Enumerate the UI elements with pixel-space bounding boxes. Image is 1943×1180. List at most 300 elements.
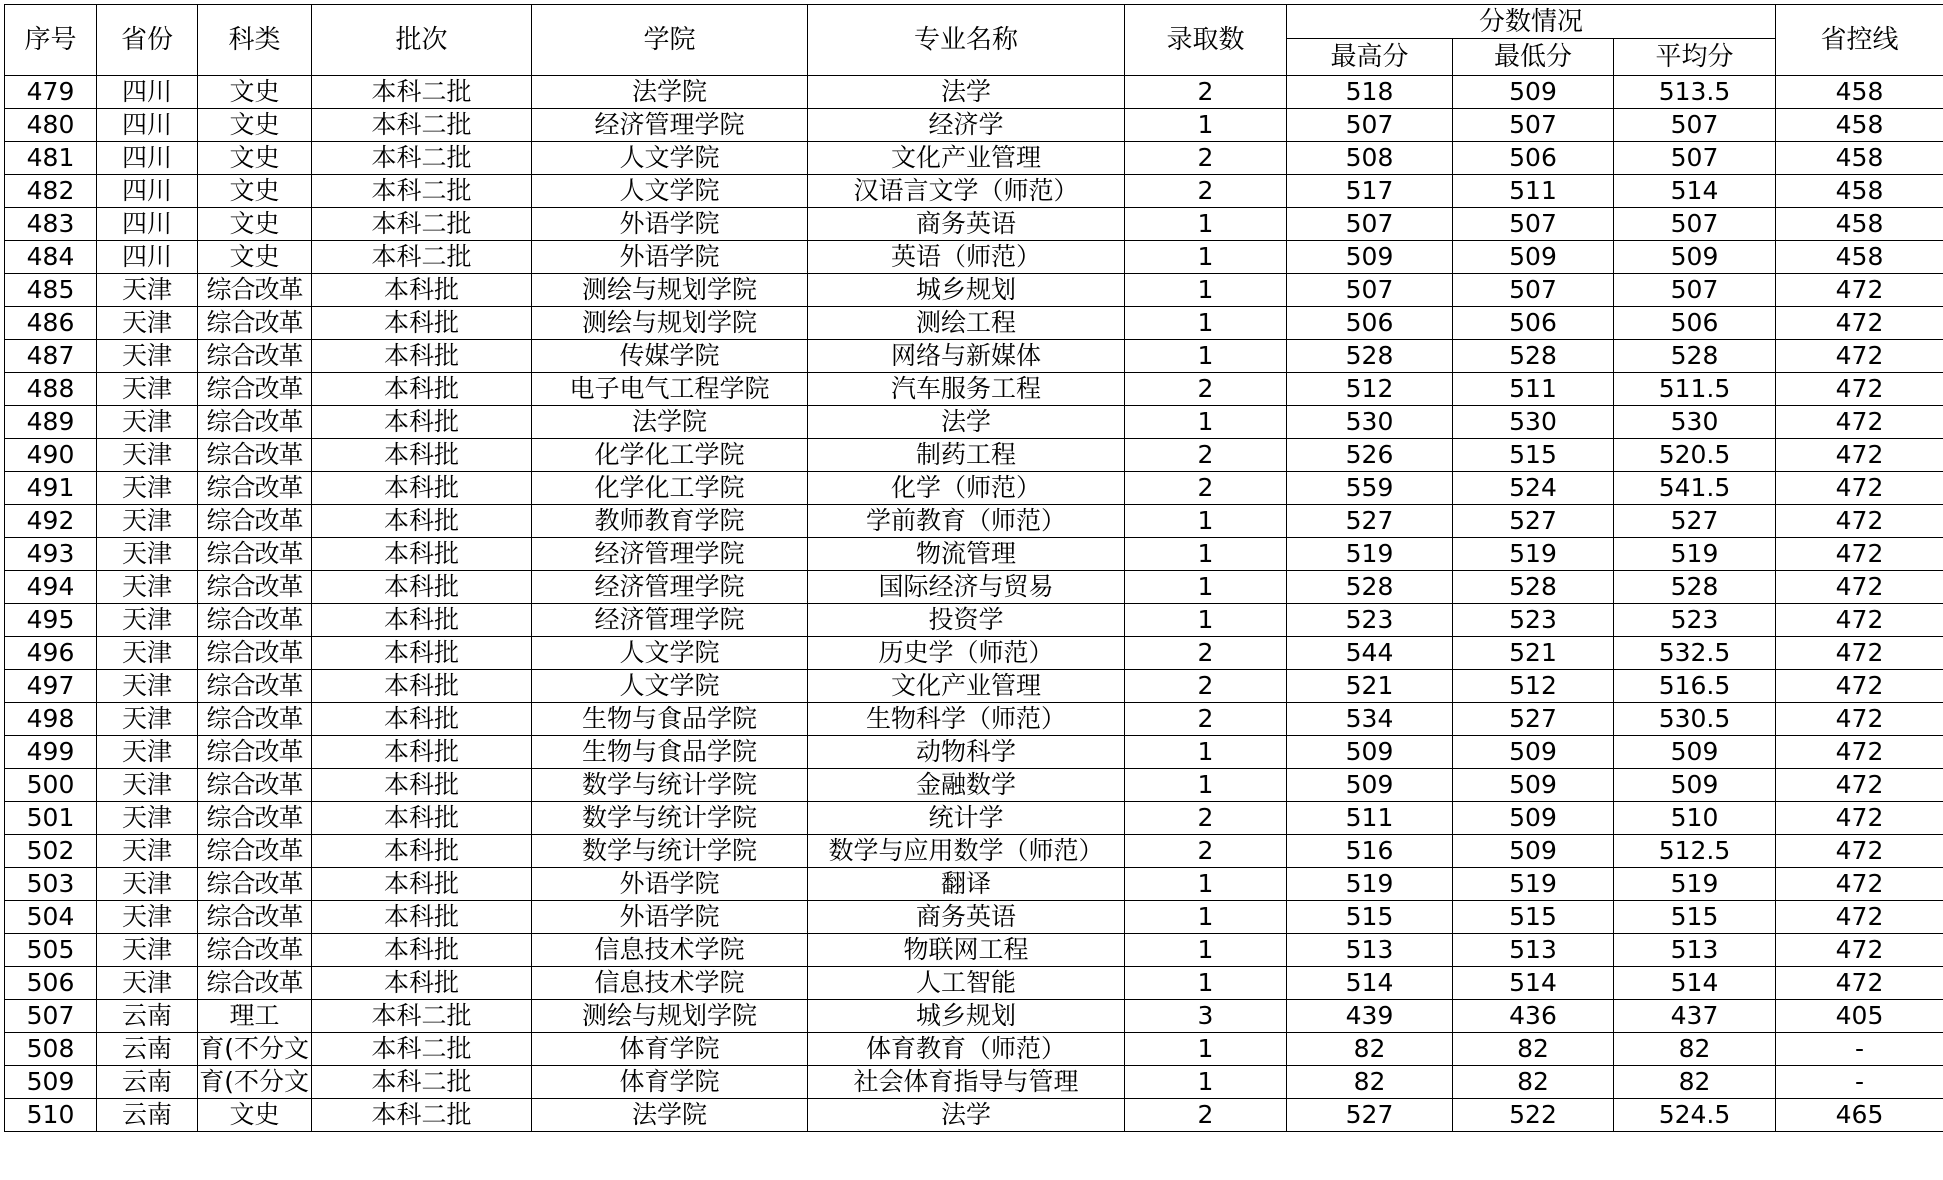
cell-province: 天津: [97, 340, 198, 373]
table-row: [5, 934, 1943, 967]
cell-seq: 502: [5, 835, 97, 868]
cell-control-line: 472: [1776, 769, 1943, 802]
cell-college: 化学化工学院: [532, 472, 808, 505]
cell-control-line: 472: [1776, 868, 1943, 901]
table-row: [5, 142, 1943, 175]
cell-province: 天津: [97, 769, 198, 802]
table-row: [5, 373, 1943, 406]
cell-batch: 本科二批: [312, 175, 532, 208]
cell-admitted: 1: [1125, 340, 1287, 373]
cell-admitted: 2: [1125, 373, 1287, 406]
cell-min-score: 82: [1453, 1066, 1614, 1099]
cell-control-line: 472: [1776, 604, 1943, 637]
cell-control-line: 472: [1776, 967, 1943, 1000]
cell-province: 天津: [97, 637, 198, 670]
cell-category: 综合改革: [198, 835, 312, 868]
cell-province: 天津: [97, 670, 198, 703]
cell-major: 汉语言文学（师范）: [808, 175, 1125, 208]
cell-province: 天津: [97, 472, 198, 505]
cell-control-line: 472: [1776, 505, 1943, 538]
cell-seq: 480: [5, 109, 97, 142]
cell-seq: 506: [5, 967, 97, 1000]
cell-major: 生物科学（师范）: [808, 703, 1125, 736]
table-row: [5, 901, 1943, 934]
cell-category: 综合改革: [198, 670, 312, 703]
cell-category: 文史: [198, 1099, 312, 1132]
cell-college: 传媒学院: [532, 340, 808, 373]
cell-admitted: 2: [1125, 1099, 1287, 1132]
cell-major: 法学: [808, 76, 1125, 109]
cell-max-score: 519: [1287, 868, 1453, 901]
cell-college: 生物与食品学院: [532, 703, 808, 736]
cell-category: 综合改革: [198, 274, 312, 307]
cell-province: 天津: [97, 571, 198, 604]
admissions-sheet: [4, 4, 1943, 1132]
cell-batch: 本科批: [312, 736, 532, 769]
cell-control-line: 458: [1776, 109, 1943, 142]
table-row: [5, 175, 1943, 208]
cell-control-line: 472: [1776, 901, 1943, 934]
header-avg-score: 平均分: [1614, 39, 1776, 76]
cell-college: 测绘与规划学院: [532, 307, 808, 340]
cell-major: 翻译: [808, 868, 1125, 901]
cell-college: 经济管理学院: [532, 571, 808, 604]
cell-province: 云南: [97, 1000, 198, 1033]
cell-admitted: 1: [1125, 604, 1287, 637]
table-row: [5, 274, 1943, 307]
cell-college: 经济管理学院: [532, 109, 808, 142]
cell-control-line: 472: [1776, 538, 1943, 571]
cell-major: 文化产业管理: [808, 142, 1125, 175]
cell-major: 投资学: [808, 604, 1125, 637]
cell-category: 文史: [198, 109, 312, 142]
cell-batch: 本科批: [312, 472, 532, 505]
cell-min-score: 436: [1453, 1000, 1614, 1033]
cell-max-score: 514: [1287, 967, 1453, 1000]
cell-category: 综合改革: [198, 934, 312, 967]
cell-batch: 本科批: [312, 835, 532, 868]
cell-province: 天津: [97, 307, 198, 340]
cell-major: 学前教育（师范）: [808, 505, 1125, 538]
cell-seq: 488: [5, 373, 97, 406]
cell-avg-score: 541.5: [1614, 472, 1776, 505]
cell-seq: 496: [5, 637, 97, 670]
cell-min-score: 527: [1453, 703, 1614, 736]
cell-control-line: 472: [1776, 439, 1943, 472]
cell-college: 信息技术学院: [532, 967, 808, 1000]
cell-avg-score: 527: [1614, 505, 1776, 538]
cell-control-line: 458: [1776, 208, 1943, 241]
cell-avg-score: 512.5: [1614, 835, 1776, 868]
cell-min-score: 509: [1453, 241, 1614, 274]
cell-admitted: 2: [1125, 76, 1287, 109]
cell-province: 天津: [97, 505, 198, 538]
cell-avg-score: 530: [1614, 406, 1776, 439]
table-row: [5, 1000, 1943, 1033]
cell-batch: 本科批: [312, 901, 532, 934]
cell-province: 四川: [97, 109, 198, 142]
cell-admitted: 1: [1125, 1033, 1287, 1066]
cell-avg-score: 510: [1614, 802, 1776, 835]
cell-category: 文史: [198, 241, 312, 274]
cell-province: 天津: [97, 901, 198, 934]
cell-batch: 本科二批: [312, 1099, 532, 1132]
cell-batch: 本科批: [312, 373, 532, 406]
cell-category: 综合改革: [198, 307, 312, 340]
cell-category: 综合改革: [198, 868, 312, 901]
cell-major: 经济学: [808, 109, 1125, 142]
cell-avg-score: 528: [1614, 340, 1776, 373]
cell-max-score: 518: [1287, 76, 1453, 109]
cell-major: 数学与应用数学（师范）: [808, 835, 1125, 868]
cell-category: 文史: [198, 76, 312, 109]
cell-batch: 本科批: [312, 769, 532, 802]
cell-control-line: 472: [1776, 703, 1943, 736]
cell-college: 体育学院: [532, 1033, 808, 1066]
cell-admitted: 2: [1125, 802, 1287, 835]
cell-category: 综合改革: [198, 901, 312, 934]
cell-batch: 本科批: [312, 340, 532, 373]
cell-batch: 本科批: [312, 307, 532, 340]
table-row: [5, 208, 1943, 241]
cell-min-score: 527: [1453, 505, 1614, 538]
cell-max-score: 506: [1287, 307, 1453, 340]
cell-seq: 479: [5, 76, 97, 109]
cell-max-score: 507: [1287, 274, 1453, 307]
cell-category: 综合改革: [198, 406, 312, 439]
cell-major: 人工智能: [808, 967, 1125, 1000]
cell-category: 综合改革: [198, 340, 312, 373]
table-body: [5, 76, 1943, 1132]
cell-avg-score: 530.5: [1614, 703, 1776, 736]
cell-major: 城乡规划: [808, 274, 1125, 307]
cell-college: 经济管理学院: [532, 604, 808, 637]
cell-category: 育(不分文: [198, 1033, 312, 1066]
cell-avg-score: 514: [1614, 175, 1776, 208]
cell-batch: 本科二批: [312, 1000, 532, 1033]
cell-min-score: 515: [1453, 439, 1614, 472]
cell-province: 天津: [97, 538, 198, 571]
cell-min-score: 512: [1453, 670, 1614, 703]
cell-control-line: -: [1776, 1033, 1943, 1066]
cell-min-score: 509: [1453, 736, 1614, 769]
cell-avg-score: 507: [1614, 142, 1776, 175]
cell-min-score: 507: [1453, 274, 1614, 307]
cell-max-score: 513: [1287, 934, 1453, 967]
cell-college: 法学院: [532, 1099, 808, 1132]
cell-avg-score: 523: [1614, 604, 1776, 637]
cell-avg-score: 513: [1614, 934, 1776, 967]
cell-min-score: 511: [1453, 373, 1614, 406]
cell-avg-score: 519: [1614, 868, 1776, 901]
table-row: [5, 406, 1943, 439]
cell-category: 综合改革: [198, 637, 312, 670]
cell-seq: 508: [5, 1033, 97, 1066]
cell-min-score: 522: [1453, 1099, 1614, 1132]
cell-control-line: 465: [1776, 1099, 1943, 1132]
cell-college: 经济管理学院: [532, 538, 808, 571]
table-header: [5, 5, 1943, 76]
cell-batch: 本科批: [312, 802, 532, 835]
cell-province: 四川: [97, 208, 198, 241]
table-row: [5, 769, 1943, 802]
cell-college: 数学与统计学院: [532, 769, 808, 802]
cell-min-score: 528: [1453, 571, 1614, 604]
cell-seq: 482: [5, 175, 97, 208]
cell-batch: 本科批: [312, 670, 532, 703]
header-max-score: 最高分: [1287, 39, 1453, 76]
cell-province: 天津: [97, 703, 198, 736]
cell-major: 文化产业管理: [808, 670, 1125, 703]
cell-avg-score: 513.5: [1614, 76, 1776, 109]
header-category: 科类: [198, 5, 312, 76]
cell-admitted: 2: [1125, 472, 1287, 505]
cell-avg-score: 506: [1614, 307, 1776, 340]
cell-province: 天津: [97, 802, 198, 835]
cell-batch: 本科二批: [312, 1033, 532, 1066]
cell-min-score: 509: [1453, 769, 1614, 802]
cell-seq: 504: [5, 901, 97, 934]
table-row: [5, 670, 1943, 703]
cell-min-score: 524: [1453, 472, 1614, 505]
cell-category: 综合改革: [198, 604, 312, 637]
cell-batch: 本科二批: [312, 109, 532, 142]
cell-seq: 499: [5, 736, 97, 769]
cell-major: 商务英语: [808, 901, 1125, 934]
table-row: [5, 637, 1943, 670]
cell-max-score: 523: [1287, 604, 1453, 637]
cell-province: 天津: [97, 406, 198, 439]
cell-major: 商务英语: [808, 208, 1125, 241]
cell-admitted: 1: [1125, 307, 1287, 340]
table-row: [5, 241, 1943, 274]
cell-major: 国际经济与贸易: [808, 571, 1125, 604]
cell-category: 综合改革: [198, 571, 312, 604]
cell-control-line: 472: [1776, 472, 1943, 505]
cell-college: 外语学院: [532, 868, 808, 901]
cell-seq: 492: [5, 505, 97, 538]
cell-admitted: 1: [1125, 967, 1287, 1000]
cell-min-score: 509: [1453, 835, 1614, 868]
cell-admitted: 1: [1125, 736, 1287, 769]
cell-control-line: 472: [1776, 274, 1943, 307]
cell-major: 金融数学: [808, 769, 1125, 802]
cell-min-score: 511: [1453, 175, 1614, 208]
cell-major: 英语（师范）: [808, 241, 1125, 274]
cell-college: 测绘与规划学院: [532, 1000, 808, 1033]
cell-admitted: 2: [1125, 670, 1287, 703]
cell-max-score: 527: [1287, 505, 1453, 538]
cell-seq: 489: [5, 406, 97, 439]
cell-control-line: 472: [1776, 340, 1943, 373]
cell-batch: 本科批: [312, 703, 532, 736]
cell-admitted: 1: [1125, 901, 1287, 934]
cell-college: 法学院: [532, 76, 808, 109]
cell-batch: 本科批: [312, 967, 532, 1000]
header-min-score: 最低分: [1453, 39, 1614, 76]
cell-min-score: 513: [1453, 934, 1614, 967]
cell-admitted: 1: [1125, 538, 1287, 571]
table-row: [5, 835, 1943, 868]
header-score-group: 分数情况: [1287, 5, 1776, 39]
cell-control-line: 472: [1776, 307, 1943, 340]
cell-control-line: 472: [1776, 571, 1943, 604]
cell-category: 综合改革: [198, 736, 312, 769]
cell-avg-score: 507: [1614, 109, 1776, 142]
cell-min-score: 82: [1453, 1033, 1614, 1066]
cell-major: 法学: [808, 1099, 1125, 1132]
cell-max-score: 515: [1287, 901, 1453, 934]
cell-category: 综合改革: [198, 538, 312, 571]
cell-avg-score: 519: [1614, 538, 1776, 571]
cell-batch: 本科批: [312, 934, 532, 967]
cell-max-score: 512: [1287, 373, 1453, 406]
cell-avg-score: 516.5: [1614, 670, 1776, 703]
cell-college: 生物与食品学院: [532, 736, 808, 769]
cell-seq: 485: [5, 274, 97, 307]
cell-college: 人文学院: [532, 637, 808, 670]
cell-admitted: 1: [1125, 769, 1287, 802]
cell-seq: 505: [5, 934, 97, 967]
cell-seq: 491: [5, 472, 97, 505]
cell-batch: 本科批: [312, 505, 532, 538]
cell-college: 人文学院: [532, 670, 808, 703]
cell-category: 综合改革: [198, 769, 312, 802]
cell-admitted: 1: [1125, 241, 1287, 274]
cell-college: 外语学院: [532, 208, 808, 241]
cell-control-line: 472: [1776, 802, 1943, 835]
cell-min-score: 530: [1453, 406, 1614, 439]
table-row: [5, 76, 1943, 109]
cell-max-score: 519: [1287, 538, 1453, 571]
cell-province: 天津: [97, 934, 198, 967]
cell-avg-score: 520.5: [1614, 439, 1776, 472]
cell-category: 综合改革: [198, 505, 312, 538]
cell-min-score: 528: [1453, 340, 1614, 373]
cell-min-score: 507: [1453, 109, 1614, 142]
cell-major: 法学: [808, 406, 1125, 439]
cell-major: 动物科学: [808, 736, 1125, 769]
table-row: [5, 703, 1943, 736]
cell-province: 四川: [97, 142, 198, 175]
cell-seq: 509: [5, 1066, 97, 1099]
cell-seq: 503: [5, 868, 97, 901]
table-row: [5, 604, 1943, 637]
cell-admitted: 1: [1125, 274, 1287, 307]
cell-category: 文史: [198, 175, 312, 208]
cell-category: 综合改革: [198, 802, 312, 835]
cell-max-score: 82: [1287, 1033, 1453, 1066]
cell-province: 天津: [97, 736, 198, 769]
cell-category: 综合改革: [198, 472, 312, 505]
cell-seq: 507: [5, 1000, 97, 1033]
cell-max-score: 530: [1287, 406, 1453, 439]
table-row: [5, 505, 1943, 538]
cell-control-line: -: [1776, 1066, 1943, 1099]
cell-batch: 本科批: [312, 637, 532, 670]
cell-control-line: 458: [1776, 241, 1943, 274]
cell-seq: 484: [5, 241, 97, 274]
cell-college: 电子电气工程学院: [532, 373, 808, 406]
table-row: [5, 802, 1943, 835]
cell-seq: 510: [5, 1099, 97, 1132]
cell-control-line: 472: [1776, 934, 1943, 967]
cell-min-score: 521: [1453, 637, 1614, 670]
cell-province: 天津: [97, 835, 198, 868]
cell-control-line: 458: [1776, 76, 1943, 109]
header-control-line: 省控线: [1776, 5, 1943, 76]
cell-college: 法学院: [532, 406, 808, 439]
table-row: [5, 1033, 1943, 1066]
cell-college: 信息技术学院: [532, 934, 808, 967]
cell-admitted: 1: [1125, 505, 1287, 538]
cell-college: 人文学院: [532, 175, 808, 208]
cell-admitted: 2: [1125, 703, 1287, 736]
cell-max-score: 527: [1287, 1099, 1453, 1132]
cell-admitted: 2: [1125, 142, 1287, 175]
cell-college: 化学化工学院: [532, 439, 808, 472]
cell-admitted: 2: [1125, 175, 1287, 208]
cell-batch: 本科批: [312, 406, 532, 439]
cell-category: 文史: [198, 142, 312, 175]
table-row: [5, 307, 1943, 340]
cell-max-score: 507: [1287, 208, 1453, 241]
table-row: [5, 340, 1943, 373]
cell-seq: 497: [5, 670, 97, 703]
cell-max-score: 517: [1287, 175, 1453, 208]
cell-max-score: 521: [1287, 670, 1453, 703]
cell-avg-score: 514: [1614, 967, 1776, 1000]
cell-category: 综合改革: [198, 703, 312, 736]
cell-max-score: 82: [1287, 1066, 1453, 1099]
cell-max-score: 509: [1287, 769, 1453, 802]
cell-admitted: 2: [1125, 835, 1287, 868]
cell-avg-score: 82: [1614, 1066, 1776, 1099]
cell-province: 天津: [97, 604, 198, 637]
admissions-table: [4, 4, 1943, 1132]
cell-batch: 本科二批: [312, 241, 532, 274]
cell-max-score: 516: [1287, 835, 1453, 868]
cell-min-score: 509: [1453, 802, 1614, 835]
cell-province: 天津: [97, 868, 198, 901]
cell-province: 天津: [97, 274, 198, 307]
cell-seq: 498: [5, 703, 97, 736]
header-admitted: 录取数: [1125, 5, 1287, 76]
header-batch: 批次: [312, 5, 532, 76]
cell-batch: 本科二批: [312, 208, 532, 241]
cell-admitted: 1: [1125, 868, 1287, 901]
cell-seq: 486: [5, 307, 97, 340]
table-row: [5, 439, 1943, 472]
cell-admitted: 1: [1125, 571, 1287, 604]
cell-control-line: 472: [1776, 736, 1943, 769]
cell-college: 体育学院: [532, 1066, 808, 1099]
cell-max-score: 511: [1287, 802, 1453, 835]
cell-max-score: 528: [1287, 571, 1453, 604]
table-row: [5, 538, 1943, 571]
cell-category: 文史: [198, 208, 312, 241]
cell-min-score: 519: [1453, 538, 1614, 571]
cell-college: 测绘与规划学院: [532, 274, 808, 307]
cell-max-score: 559: [1287, 472, 1453, 505]
cell-seq: 493: [5, 538, 97, 571]
cell-batch: 本科批: [312, 868, 532, 901]
cell-avg-score: 509: [1614, 241, 1776, 274]
cell-admitted: 1: [1125, 1066, 1287, 1099]
cell-category: 综合改革: [198, 967, 312, 1000]
cell-province: 天津: [97, 439, 198, 472]
cell-avg-score: 509: [1614, 769, 1776, 802]
